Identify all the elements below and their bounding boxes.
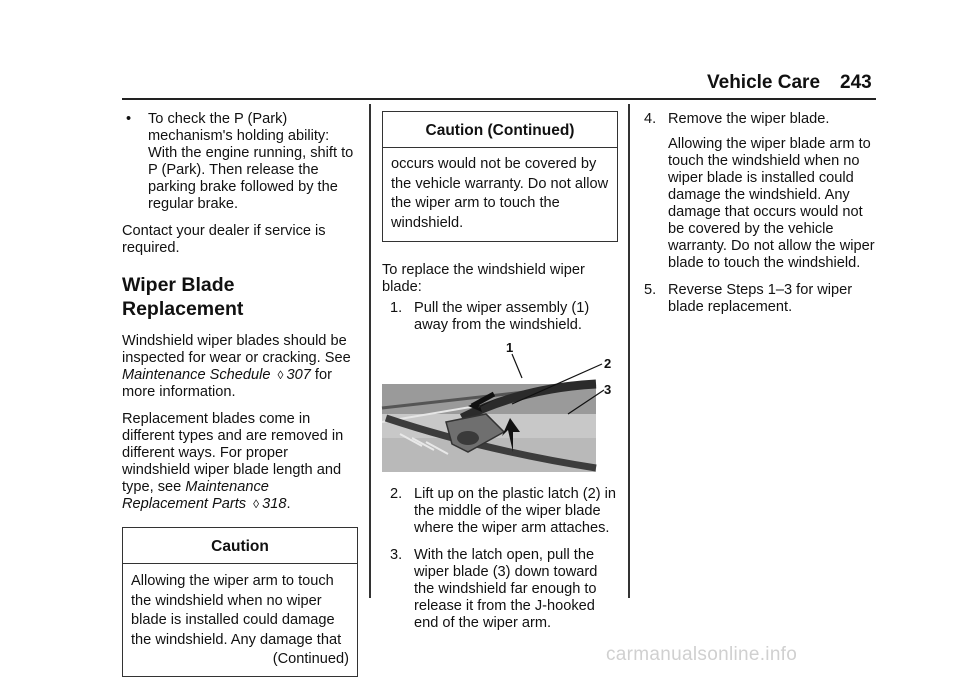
step-number: 4.	[644, 111, 657, 127]
step-4-detail: Allowing the wiper blade arm to touch the windshield when no wiper blade is installed could damage the windshield. Any damage that occurs would not be covered by the vehicle warranty. Do not allow the wiper blade to touch the windshield.	[668, 136, 875, 271]
inspection-paragraph	[122, 333, 358, 401]
replacement-parts-link[interactable]: Maintenance Replacement Parts	[122, 479, 269, 512]
bullet-marker: •	[126, 111, 132, 127]
wiper-diagram-svg	[382, 340, 616, 474]
maintenance-schedule-link[interactable]: Maintenance Schedule	[122, 367, 271, 383]
sentence-end: .	[286, 496, 291, 512]
column-divider-right	[628, 104, 630, 598]
caution-continued-title: Caution (Continued)	[383, 112, 617, 148]
column-middle	[382, 111, 616, 642]
caution-continued-text: occurs would not be covered by the vehicle warranty. Do not allow the wiper arm to touch the windshield.	[391, 156, 609, 231]
step-2	[390, 486, 616, 537]
callout-label-3: 3	[604, 382, 612, 397]
step-text: Lift up on the plastic latch (2) in the middle of the wiper blade where the wiper arm attaches.	[414, 486, 616, 536]
inspection-text: Windshield wiper blades should be inspected for wear or cracking. See	[122, 333, 351, 366]
step-4-content	[668, 111, 880, 272]
replacement-paragraph	[122, 411, 358, 513]
step-text: Remove the wiper blade.	[668, 111, 830, 127]
step-1	[390, 300, 616, 334]
step-text: Pull the wiper assembly (1) away from the windshield.	[414, 300, 590, 333]
page-ref-318[interactable]: 318	[262, 496, 287, 512]
column-right	[644, 111, 880, 326]
page-ref-307[interactable]: 307	[286, 367, 311, 383]
step-number: 3.	[390, 547, 403, 563]
step-text: Reverse Steps 1–3 for wiper blade replacement.	[668, 282, 853, 315]
caution-title: Caution	[123, 528, 357, 564]
wiper-blade-illustration	[382, 340, 616, 474]
page-ref-icon: ◊	[277, 368, 284, 382]
header-rule	[122, 98, 876, 100]
step-number: 2.	[390, 486, 403, 502]
section-title: Vehicle Care	[707, 72, 821, 93]
caution-text: Allowing the wiper arm to touch the windshield when no wiper blade is installed could damage the windshield. Any damage that	[131, 573, 342, 648]
inspection-text-end: for more information.	[122, 367, 332, 400]
column-divider-left	[369, 104, 371, 598]
contact-dealer-text: Contact your dealer if service is required.	[122, 223, 326, 256]
step-4	[644, 111, 880, 272]
column-left	[122, 111, 358, 677]
caution-box-continued	[382, 111, 618, 242]
steps-list-c	[644, 111, 880, 316]
step-3	[390, 547, 616, 632]
watermark: carmanualsonline.info	[606, 644, 798, 665]
page-number: 243	[840, 72, 872, 93]
step-number: 5.	[644, 282, 657, 298]
bullet-text: To check the P (Park) mechanism's holding ability: With the engine running, shift to P (Park). Then release the parking brake followed by the regular brake.	[148, 111, 354, 212]
bullet-item-park-check	[122, 111, 358, 213]
replacement-text: Replacement blades come in different types and are removed in different ways. For proper windshield wiper blade length and type, see	[122, 411, 344, 495]
caution-box	[122, 527, 358, 677]
steps-intro: To replace the windshield wiper blade:	[382, 262, 585, 295]
caution-continued: (Continued)	[272, 651, 349, 667]
section-heading: Wiper Blade Replacement	[122, 274, 244, 320]
step-text: With the latch open, pull the wiper blade (3) down toward the windshield far enough to release it from the J-hooked end of the wiper arm.	[414, 547, 598, 631]
step-5	[644, 282, 880, 316]
step-number: 1.	[390, 300, 403, 316]
caution-body	[123, 564, 357, 676]
page-ref-icon: ◊	[253, 497, 260, 511]
steps-list-b	[382, 486, 616, 632]
callout-label-2: 2	[604, 356, 612, 371]
steps-list-a	[382, 300, 616, 334]
callout-label-1: 1	[506, 340, 514, 355]
